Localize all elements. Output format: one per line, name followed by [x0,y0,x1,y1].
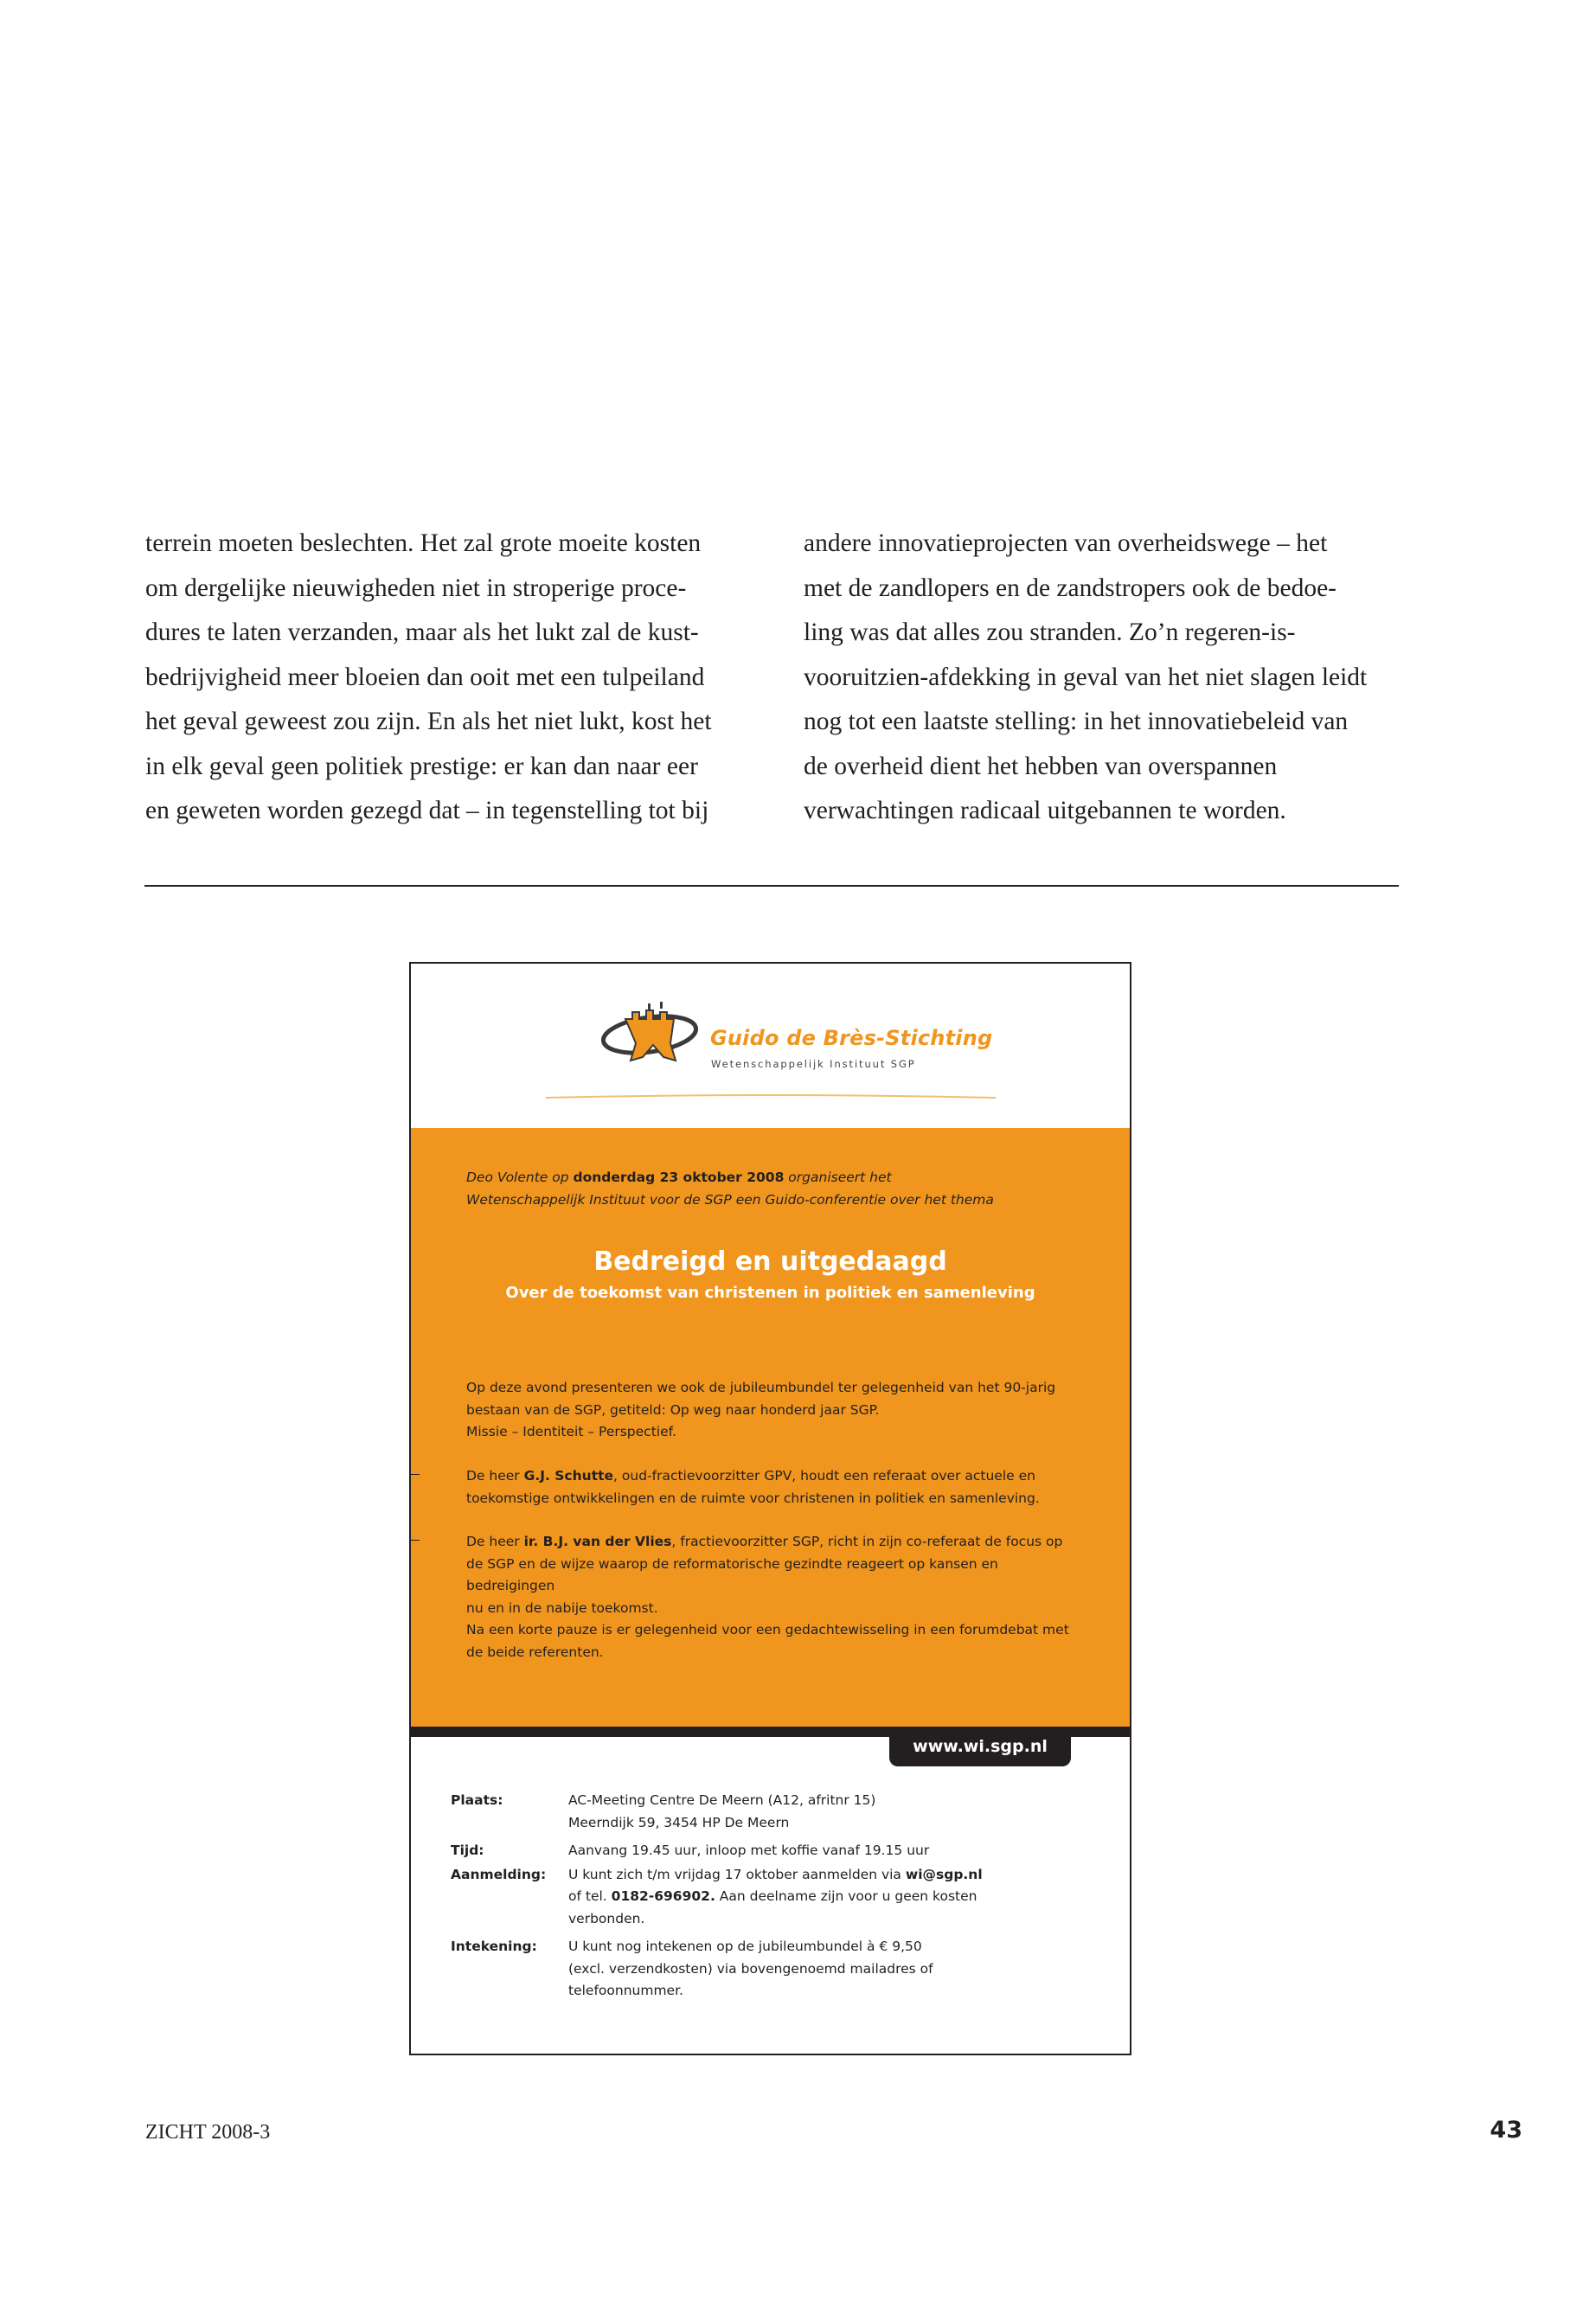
detail-value: Meerndijk 59, 3454 HP De Meern [568,1814,790,1830]
speaker-name: G.J. Schutte [523,1468,614,1484]
article-line: nog tot een laatste stelling: in het innovatiebeleid van [804,708,1349,735]
paragraph-line: bestaan van de SGP, getiteld: Op weg naar honderd jaar SGP. [466,1401,880,1418]
paragraph-line: nu en in de nabije toekomst. [466,1599,658,1616]
detail-label: Aanmelding: [451,1866,547,1882]
article-line: met de zandlopers en de zandstropers ook de bedoe- [804,574,1336,602]
article-line: terrein moeten beslechten. Het zal grote moeite kosten [145,529,702,557]
detail-value: (excl. verzendkosten) via bovengenoemd mailadres of [568,1960,933,1977]
detail-label: Plaats: [451,1792,503,1808]
article-line: bedrijvigheid meer bloeien dan ooit met een tulpeiland [145,663,705,691]
detail-value: U kunt nog intekenen op de jubileumbundel à € 9,50 [568,1939,922,1954]
detail-value: telefoonnummer. [568,1983,683,1998]
article-line: de overheid dient het hebben van overspannen [804,752,1278,780]
paragraph-line: Missie – Identiteit – Perspectief. [466,1424,676,1439]
article-line: in elk geval geen politiek prestige: er kan dan naar eer [145,752,698,780]
paragraph-line: toekomstige ontwikkelingen en de ruimte voor christenen in politiek en samenleving. [466,1490,1040,1506]
ad-orange-panel [411,1128,1130,1727]
event-details [451,1790,1053,2003]
website-link[interactable]: www.wi.sgp.nl [889,1727,1071,1766]
detail-value: of tel. [568,1888,612,1904]
detail-value: verbonden. [568,1910,645,1926]
paragraph-line: de beide referenten. [466,1644,604,1660]
article-line: verwachtingen radicaal uitgebannen te worden. [804,797,1286,824]
ad-intro [466,1167,1089,1211]
paragraph-text: De heer [466,1534,524,1549]
logo-name: Guido de Brès-Stichting [710,1026,993,1050]
ad-paragraph [466,1619,1089,1663]
paragraph-line: de SGP en de wijze waarop de reformatorische gezindte reageert op kansen en bedreigingen [466,1555,998,1593]
detail-row-intekening [451,1936,1053,2003]
article-column-left [145,522,751,834]
paragraph-text: De heer [466,1468,524,1484]
paragraph-text: , fractievoorzitter SGP, richt in zijn co-referaat de focus op [671,1534,1063,1549]
article-column-right [804,522,1409,834]
paragraph-text: , oud-fractievoorzitter GPV, houdt een referaat over actuele en [613,1468,1035,1484]
ad-header [411,964,1130,1128]
detail-row-tijd [451,1840,1053,1862]
intro-text: organiseert het [784,1170,892,1185]
phone-number: 0182-696902. [611,1888,715,1904]
logo-subtitle: Wetenschappelijk Instituut SGP [711,1058,916,1070]
detail-row-plaats [451,1790,1053,1834]
article-line: om dergelijke nieuwigheden niet in stroperige proce- [145,574,687,602]
journal-issue: ZICHT 2008-3 [145,2121,271,2144]
paragraph-line: Op deze avond presenteren we ook de jubileumbundel ter gelegenheid van het 90-jarig [466,1380,1056,1395]
detail-label: Tijd: [451,1843,484,1858]
article-line: andere innovatieprojecten van overheidswege – het [804,529,1328,557]
intro-text: Deo Volente op [466,1170,574,1185]
detail-value: AC-Meeting Centre De Meern (A12, afritnr 15) [568,1792,876,1808]
speaker-name: ir. B.J. van der Vlies [523,1534,672,1549]
article-line: en geweten worden gezegd dat – in tegenstelling tot bij [145,797,709,824]
detail-value: Aan deelname zijn voor u geen kosten [715,1888,977,1904]
ad-paragraph [466,1531,1089,1619]
article-line: dures te laten verzanden, maar als het lukt zal de kust- [145,619,699,646]
article-line: ling was dat alles zou stranden. Zo’n regeren-is- [804,619,1296,646]
article-line: vooruitzien-afdekking in geval van het niet slagen leidt [804,663,1368,691]
margin-tick [411,1540,420,1541]
article-line: het geval geweest zou zijn. En als het niet lukt, kost het [145,708,712,735]
conference-advertisement [409,962,1131,2055]
detail-label: Intekening: [451,1939,537,1954]
detail-row-aanmelding [451,1864,1053,1931]
ad-paragraph [466,1377,1089,1444]
detail-value: Aanvang 19.45 uur, inloop met koffie vanaf 19.15 uur [568,1843,930,1858]
ad-paragraph [466,1465,1089,1509]
ad-subtitle: Over de toekomst van christenen in politiek en samenleving [505,1284,1035,1302]
ad-title: Bedreigd en uitgedaagd [593,1247,947,1277]
intro-text: Wetenschappelijk Instituut voor de SGP een Guido-conferentie over het thema [466,1191,994,1208]
detail-value: U kunt zich t/m vrijdag 17 oktober aanmelden via [568,1866,906,1882]
section-divider [144,885,1399,887]
conference-date: donderdag 23 oktober 2008 [573,1170,785,1185]
margin-tick [411,1474,420,1475]
page-number: 43 [1490,2117,1522,2144]
castle-logo-icon [599,1000,707,1069]
paragraph-line: Na een korte pauze is er gelegenheid voor een gedachtewisseling in een forumdebat met [466,1622,1069,1638]
swoosh-divider-icon [546,1093,996,1100]
email-link[interactable]: wi@sgp.nl [905,1866,983,1882]
